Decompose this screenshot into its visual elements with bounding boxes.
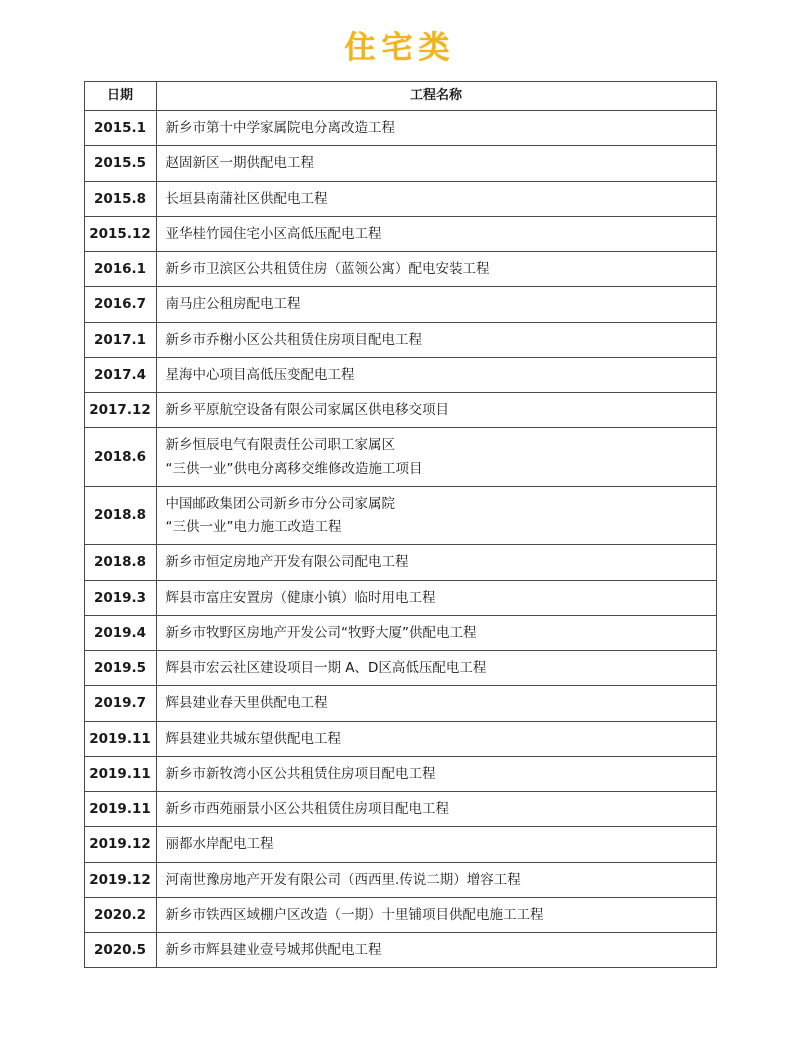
table-row <box>84 322 716 357</box>
cell-project-name <box>156 686 716 721</box>
cell-date: 2015.12 <box>84 216 156 251</box>
cell-date: 2019.7 <box>84 686 156 721</box>
cell-project-name <box>156 181 716 216</box>
cell-project-name <box>156 615 716 650</box>
table-row <box>84 146 716 181</box>
cell-project-name <box>156 252 716 287</box>
project-name-line: 长垣县南蒲社区供配电工程 <box>165 190 328 207</box>
cell-date: 2015.8 <box>84 181 156 216</box>
project-name-line: 新乡市新牧湾小区公共租赁住房项目配电工程 <box>165 765 436 782</box>
cell-date: 2015.5 <box>84 146 156 181</box>
project-name-line: 亚华桂竹园住宅小区高低压配电工程 <box>165 225 382 242</box>
page-title: 住宅类 <box>344 30 456 66</box>
project-name-line: 星海中心项目高低压变配电工程 <box>165 366 355 383</box>
cell-project-name <box>156 792 716 827</box>
table-row <box>84 393 716 428</box>
cell-date: 2020.2 <box>84 897 156 932</box>
table-row <box>84 862 716 897</box>
cell-project-name <box>156 721 716 756</box>
project-name-line: 新乡平原航空设备有限公司家属区供电移交项目 <box>165 402 449 418</box>
cell-date: 2019.5 <box>84 651 156 686</box>
cell-date: 2019.12 <box>84 827 156 862</box>
table-row <box>84 252 716 287</box>
cell-date: 2018.8 <box>84 486 156 545</box>
cell-project-name <box>156 897 716 932</box>
project-name-line: 新乡市乔榭小区公共租赁住房项目配电工程 <box>165 331 422 348</box>
project-name-line: 辉县市富庄安置房（健康小镇）临时用电工程 <box>165 589 436 606</box>
project-name-line: 中国邮政集团公司新乡市分公司家属院 <box>165 495 395 512</box>
table-row <box>84 651 716 686</box>
cell-date: 2017.1 <box>84 322 156 357</box>
table-row <box>84 580 716 615</box>
table-row <box>84 792 716 827</box>
cell-project-name <box>156 146 716 181</box>
document-page <box>0 22 800 1051</box>
project-name-line: 新乡市西苑丽景小区公共租赁住房项目配电工程 <box>165 801 449 817</box>
table-header <box>84 82 716 111</box>
table-row <box>84 428 716 487</box>
table-row <box>84 216 716 251</box>
table-row <box>84 287 716 322</box>
project-name-line: 新乡市恒定房地产开发有限公司配电工程 <box>165 554 409 571</box>
cell-date: 2016.1 <box>84 252 156 287</box>
cell-date: 2018.8 <box>84 545 156 580</box>
cell-date: 2015.1 <box>84 111 156 146</box>
project-name-line: 新乡市铁西区域棚户区改造（一期）十里铺项目供配电施工工程 <box>165 906 544 923</box>
cell-project-name <box>156 428 716 487</box>
table-row <box>84 357 716 392</box>
cell-project-name <box>156 651 716 686</box>
table-row <box>84 897 716 932</box>
project-name-line: “三供一业”供电分离移交维修改造施工项目 <box>165 460 423 477</box>
table-row <box>84 686 716 721</box>
table-row <box>84 933 716 968</box>
cell-project-name <box>156 322 716 357</box>
cell-date: 2020.5 <box>84 933 156 968</box>
project-name-line: 新乡市卫滨区公共租赁住房（蓝领公寓）配电安装工程 <box>165 261 490 277</box>
column-header-date: 日期 <box>84 82 156 111</box>
project-name-line: 辉县建业共城东望供配电工程 <box>165 730 341 747</box>
cell-project-name <box>156 933 716 968</box>
cell-date: 2019.4 <box>84 615 156 650</box>
cell-date: 2019.12 <box>84 862 156 897</box>
cell-project-name <box>156 545 716 580</box>
cell-project-name <box>156 287 716 322</box>
cell-project-name <box>156 111 716 146</box>
cell-project-name <box>156 357 716 392</box>
cell-date: 2018.6 <box>84 428 156 487</box>
project-name-line: 新乡市牧野区房地产开发公司“牧野大厦”供配电工程 <box>165 624 477 641</box>
table-body <box>84 111 716 968</box>
project-name-line: 新乡市辉县建业壹号城邦供配电工程 <box>165 942 382 958</box>
column-header-name: 工程名称 <box>156 82 716 111</box>
project-name-line: 辉县建业春天里供配电工程 <box>165 695 328 712</box>
project-name-line: 辉县市宏云社区建设项目一期 A、D区高低压配电工程 <box>165 660 487 676</box>
cell-date: 2019.3 <box>84 580 156 615</box>
cell-date: 2019.11 <box>84 721 156 756</box>
cell-date: 2019.11 <box>84 792 156 827</box>
table-row <box>84 756 716 791</box>
cell-date: 2019.11 <box>84 756 156 791</box>
table-row <box>84 111 716 146</box>
cell-project-name <box>156 486 716 545</box>
cell-project-name <box>156 393 716 428</box>
table-row <box>84 827 716 862</box>
project-name-line: 河南世豫房地产开发有限公司（西西里.传说二期）增容工程 <box>165 871 521 888</box>
cell-project-name <box>156 862 716 897</box>
cell-project-name <box>156 580 716 615</box>
table-row <box>84 181 716 216</box>
table-row <box>84 545 716 580</box>
cell-date: 2017.12 <box>84 393 156 428</box>
cell-project-name <box>156 827 716 862</box>
project-name-line: 南马庄公租房配电工程 <box>165 296 301 313</box>
table-row <box>84 615 716 650</box>
cell-project-name <box>156 756 716 791</box>
project-name-line: 新乡恒辰电气有限责任公司职工家属区 <box>165 437 395 454</box>
project-name-line: 新乡市第十中学家属院电分离改造工程 <box>165 120 395 136</box>
project-name-line: 赵固新区一期供配电工程 <box>165 155 314 172</box>
cell-date: 2017.4 <box>84 357 156 392</box>
cell-date: 2016.7 <box>84 287 156 322</box>
project-name-line: 丽都水岸配电工程 <box>165 836 274 853</box>
table-row <box>84 486 716 545</box>
cell-project-name <box>156 216 716 251</box>
projects-table <box>84 81 717 968</box>
project-name-line: “三供一业”电力施工改造工程 <box>165 519 342 535</box>
table-row <box>84 721 716 756</box>
table-header-row <box>84 82 716 111</box>
